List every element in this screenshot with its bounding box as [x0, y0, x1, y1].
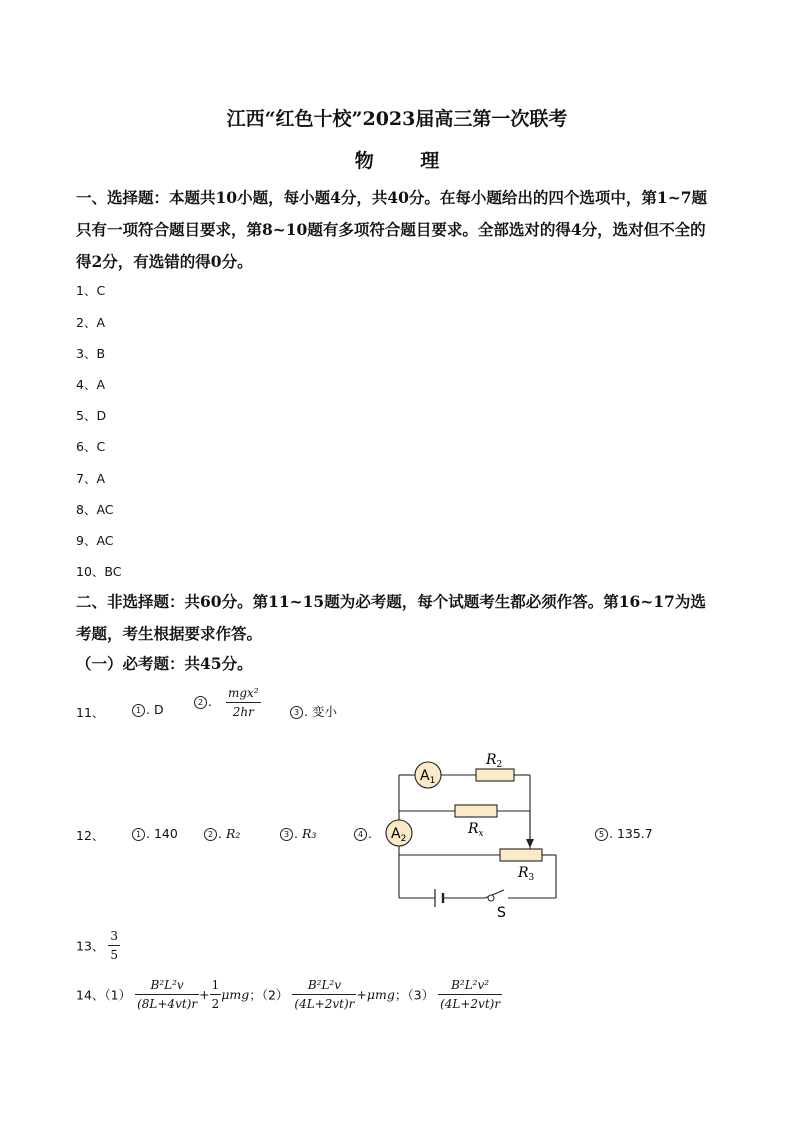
- q14-p1-tail: μmg: [221, 987, 250, 1002]
- answer-5: 5、D: [76, 408, 107, 423]
- q11-answer-1: [132, 702, 164, 717]
- q13-answer: [76, 929, 120, 962]
- answer-3: 3、B: [76, 346, 106, 361]
- switch-contact: [488, 895, 494, 901]
- answer-10: 10、BC: [76, 564, 122, 579]
- q13-frac-den: 5: [108, 945, 120, 962]
- q12-answer-2: [204, 826, 240, 841]
- section1-intro: 一、选择题：本题共10小题，每小题4分，共40分。在每小题给出的四个选项中，第1~7题只有一项符合题目要求，第8~10题有多项符合题目要求。全部选对的得4分，选对但不全的得2分，有选错的得0分。: [76, 188, 707, 271]
- q11-number: 11、: [76, 705, 105, 720]
- subject-title: 物 理: [354, 150, 460, 172]
- q12-answer-3: [280, 826, 316, 841]
- q11-answer-3: [290, 702, 337, 720]
- q11-fraction: [226, 686, 261, 719]
- q14-part1-label: （1）: [104, 987, 132, 1003]
- q11-a3-text: . 变小: [304, 704, 337, 719]
- answer-2: 2、A: [76, 315, 106, 330]
- q13-number: 13、: [76, 938, 105, 954]
- document-title: 江西“红色十校”2023届高三第一次联考: [226, 108, 568, 130]
- circled-number: 2: [194, 696, 207, 709]
- q14-part3-fraction: [438, 978, 502, 1011]
- q14-p3-den: (4L+2vt)r: [438, 994, 502, 1011]
- q12-a5-text: . 135.7: [609, 826, 653, 841]
- q14-p1-plus: +: [199, 987, 210, 1002]
- q13-frac-num: 3: [110, 929, 119, 943]
- q14-part2-fraction: [292, 978, 356, 1011]
- r2-label: $R_2$: [486, 752, 503, 770]
- circled-number: 2: [204, 828, 217, 841]
- circled-number: 1: [132, 704, 145, 717]
- q14-p2-num: B²L²v: [307, 978, 341, 992]
- q12-answer-5: [595, 826, 653, 841]
- q11-frac-num: mgx²: [227, 686, 259, 700]
- q14-p1-den: (8L+4vt)r: [135, 994, 199, 1011]
- q14-half-fraction: [210, 978, 222, 1011]
- circled-number: 3: [280, 828, 293, 841]
- q14-number: 14、: [76, 987, 105, 1003]
- q11-a2-prefix: .: [208, 694, 212, 709]
- answer-4: 4、A: [76, 377, 106, 392]
- q14-sep1: ；: [249, 987, 262, 1003]
- circled-number: 5: [595, 828, 608, 841]
- ammeter1-label: $A_1$: [420, 768, 436, 786]
- q14-part1-fraction: [135, 978, 199, 1011]
- rheostat-r3: [500, 849, 542, 861]
- answer-7: 7、A: [76, 471, 106, 486]
- section2-subheading: （一）必考题：共45分。: [76, 654, 253, 673]
- q14-p1-num: B²L²v: [150, 978, 184, 992]
- switch-label: S: [497, 905, 506, 920]
- circled-number: 4: [354, 828, 367, 841]
- q14-answer: [76, 978, 502, 1011]
- q12-a2-text: . R₂: [218, 826, 241, 841]
- circled-number: 1: [132, 828, 145, 841]
- q12-answer-4: [354, 826, 372, 841]
- q12-answer-1: [132, 826, 178, 841]
- answer-6: 6、C: [76, 439, 106, 454]
- q12-a1-text: . 140: [146, 826, 178, 841]
- q13-fraction: [108, 929, 120, 962]
- q12-a4-text: .: [368, 826, 372, 841]
- answer-9: 9、AC: [76, 533, 114, 548]
- q14-p2-den: (4L+2vt)r: [292, 994, 356, 1011]
- q14-half-num: 1: [211, 978, 220, 992]
- q14-p3-num: B²L²v²: [451, 978, 490, 992]
- ammeter2-label: $A_2$: [391, 826, 407, 844]
- section2-intro: 二、非选择题：共60分。第11~15题为必考题，每个试题考生都必须作答。第16~17为选考题，考生根据要求作答。: [76, 592, 706, 643]
- answer-1: 1、C: [76, 283, 106, 298]
- resistor-rx: [455, 805, 497, 817]
- q14-p2-tail: +μmg: [356, 987, 395, 1002]
- q14-half-den: 2: [210, 994, 222, 1011]
- r3-label: $R_3$: [518, 865, 535, 883]
- q14-part3-label: （3）: [407, 987, 435, 1003]
- rx-label: $R_x$: [468, 821, 484, 839]
- circuit-diagram: [380, 745, 570, 920]
- q14-sep2: ；: [394, 987, 408, 1003]
- slider-arrow-icon: [526, 839, 534, 848]
- answer-8: 8、AC: [76, 502, 114, 517]
- q11-answer-2: [194, 686, 261, 719]
- q14-part2-label: （2）: [261, 987, 289, 1003]
- q12-number: 12、: [76, 828, 105, 843]
- q11-a1-text: . D: [146, 702, 164, 717]
- circled-number: 3: [290, 706, 303, 719]
- resistor-r2: [476, 769, 514, 781]
- q12-a3-text: . R₃: [294, 826, 317, 841]
- q11-frac-den: 2hr: [226, 702, 261, 719]
